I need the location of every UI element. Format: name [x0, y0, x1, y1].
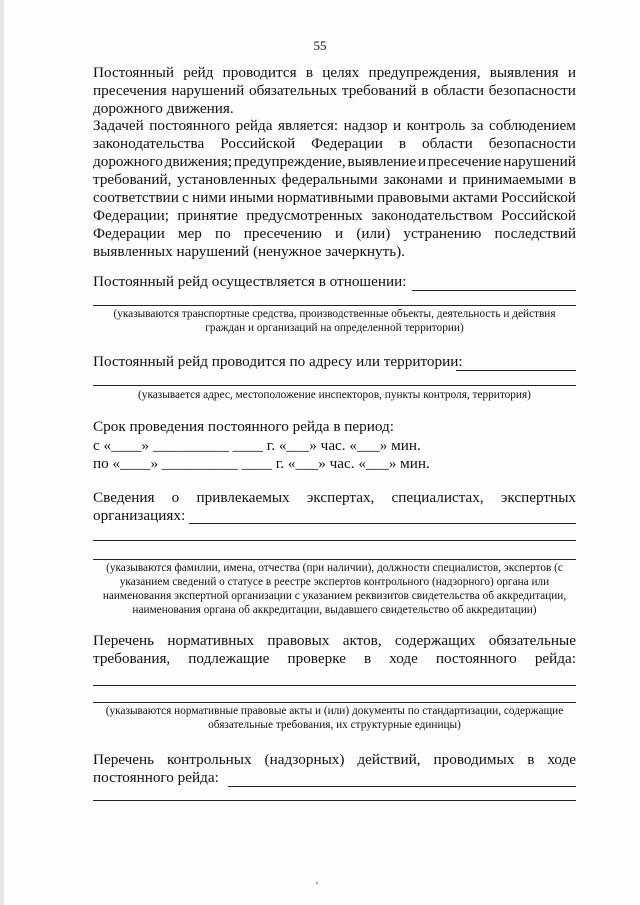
- word: соблюдением: [489, 117, 576, 134]
- relation-label: Постоянный рейд осуществляется в отношении:: [93, 273, 407, 290]
- experts-field-line-3[interactable]: [93, 559, 576, 560]
- word: проводимых: [433, 751, 515, 768]
- task-line-3: [93, 153, 576, 171]
- word: требования,: [93, 650, 171, 667]
- scan-dot: [316, 882, 318, 884]
- page-number: 55: [313, 38, 327, 53]
- word: и: [567, 64, 576, 81]
- word: нормативных: [167, 632, 255, 649]
- word: безопасности: [488, 82, 576, 99]
- word: проводится: [222, 64, 297, 81]
- word: Федерации: [93, 225, 165, 242]
- word: в: [527, 751, 535, 768]
- word: требований: [341, 82, 417, 99]
- relation-field-line-2[interactable]: [93, 305, 576, 306]
- word: Постоянный: [93, 64, 174, 81]
- word: и: [335, 225, 344, 242]
- word: экспертных: [500, 489, 576, 506]
- word: постоянного: [435, 650, 517, 667]
- address-field[interactable]: [456, 370, 576, 371]
- experts-line-1: [93, 489, 576, 507]
- intro-line-1: [93, 64, 576, 82]
- word: (или): [356, 225, 391, 242]
- word: принимаемыми: [462, 171, 564, 188]
- word: нарушений: [171, 82, 245, 99]
- word: пресечения: [93, 82, 167, 99]
- task-line-2: [93, 135, 576, 153]
- acts-line-2: [93, 650, 576, 668]
- period-from-row[interactable]: с «____» __________ ____ г. «___» час. «___» мин.: [93, 437, 421, 454]
- task-line-1: [93, 117, 576, 135]
- word: движения;: [164, 153, 233, 170]
- word: является:: [278, 117, 339, 134]
- word: в: [305, 64, 313, 81]
- actions-label: постоянного рейда:: [93, 769, 219, 786]
- word: соответствии: [93, 189, 179, 206]
- word: Федерации;: [93, 207, 169, 224]
- word: и: [417, 153, 427, 170]
- word: Перечень: [93, 751, 155, 768]
- word: нарушений: [503, 153, 576, 170]
- word: действий,: [357, 751, 421, 768]
- word: устранению: [403, 225, 482, 242]
- word: требований,: [93, 171, 172, 188]
- word: и: [448, 171, 457, 188]
- task-line-8: выявленных нарушений (ненужное зачеркнуть).: [93, 243, 405, 260]
- word: специалистах,: [391, 489, 484, 506]
- acts-line-1: [93, 632, 576, 650]
- word: области: [421, 135, 473, 152]
- word: Перечень: [93, 632, 155, 649]
- word: надзор: [343, 117, 388, 134]
- word: привлекаемых: [196, 489, 290, 506]
- word: выявление: [347, 153, 417, 170]
- word: обязательные: [488, 632, 576, 649]
- address-label: Постоянный рейд проводится по адресу или территории:: [93, 353, 463, 370]
- period-label: Срок проведения постоянного рейда в период:: [93, 418, 394, 435]
- word: целях: [322, 64, 360, 81]
- word: законодательства: [93, 135, 205, 152]
- relation-note-2: граждан и организаций на определенной территории): [205, 322, 464, 334]
- word: подлежащие: [188, 650, 270, 667]
- intro-line-2: [93, 82, 576, 100]
- word: федеральными: [281, 171, 378, 188]
- word: Сведения: [93, 489, 155, 506]
- word: в: [398, 135, 406, 152]
- scan-edge-shadow: [0, 0, 4, 905]
- word: ходе: [389, 650, 418, 667]
- acts-field-line-2[interactable]: [93, 702, 576, 703]
- acts-field-line-1[interactable]: [93, 685, 576, 686]
- word: безопасности: [488, 135, 576, 152]
- word: нормативными: [276, 189, 374, 206]
- word: пресечению: [243, 225, 322, 242]
- word: с: [182, 189, 189, 206]
- actions-field-line-2[interactable]: [93, 800, 576, 801]
- word: контроль: [406, 117, 466, 134]
- word: области: [433, 82, 484, 99]
- experts-label: организациях:: [93, 507, 186, 524]
- word: в: [421, 82, 429, 99]
- word: правовыми: [377, 189, 450, 206]
- experts-note-3: наименования экспертной организации с указанием реквизитов свидетельства об аккредитации,: [102, 590, 567, 602]
- actions-line-1: [93, 751, 576, 769]
- word: актов,: [342, 632, 382, 649]
- word: пресечение: [427, 153, 502, 170]
- word: контрольных: [167, 751, 252, 768]
- experts-field[interactable]: [189, 523, 576, 524]
- word: по: [214, 225, 231, 242]
- word: предусмотренных: [246, 207, 363, 224]
- word: законами: [383, 171, 443, 188]
- actions-field[interactable]: [228, 786, 576, 787]
- word: законодательством: [371, 207, 493, 224]
- experts-note-2: указанием сведений о статусе в реестре экспертов контрольного (надзорного) органа или: [119, 576, 550, 588]
- word: Российской: [220, 135, 296, 152]
- address-note: (указывается адрес, местоположение инспекторов, пункты контроля, территория): [138, 389, 531, 401]
- word: в: [364, 650, 372, 667]
- word: о: [171, 489, 180, 506]
- period-to-row[interactable]: по «____» __________ ____ г. «___» час. «___» мин.: [93, 455, 430, 472]
- word: предупреждения,: [368, 64, 481, 81]
- word: выявления: [489, 64, 559, 81]
- word: Российской: [501, 207, 576, 224]
- task-line-4: [93, 171, 576, 189]
- word: рейда: [235, 117, 273, 134]
- word: в: [568, 171, 576, 188]
- word: содержащих: [394, 632, 476, 649]
- word: актами: [452, 189, 498, 206]
- word: Задачей: [93, 117, 144, 134]
- experts-note-1: (указываются фамилии, имена, отчества (при наличии), должности специалистов, экспертов (с: [106, 562, 563, 574]
- word: мер: [177, 225, 202, 242]
- word: последствий: [494, 225, 576, 242]
- acts-note-2: обязательные требования, их структурные единицы): [208, 719, 461, 731]
- word: правовых: [267, 632, 330, 649]
- address-field-line-2[interactable]: [93, 385, 576, 386]
- task-line-7: [93, 225, 576, 243]
- word: Российской: [501, 189, 576, 206]
- word: иными: [229, 189, 274, 206]
- word: Федерации: [311, 135, 383, 152]
- word: экспертах,: [306, 489, 375, 506]
- intro-line-3: дорожного движения.: [93, 100, 234, 117]
- task-line-6: [93, 207, 576, 225]
- word: и: [392, 117, 402, 134]
- word: ними: [192, 189, 227, 206]
- acts-note-1: (указываются нормативные правовые акты и (или) документы по стандартизации, содержащие: [105, 705, 564, 717]
- word: предупреждение,: [233, 153, 346, 170]
- word: установленных: [177, 171, 277, 188]
- word: рейда:: [534, 650, 576, 667]
- word: принятие: [177, 207, 238, 224]
- word: (надзорных): [264, 751, 345, 768]
- word: обязательных: [249, 82, 338, 99]
- word: за: [470, 117, 484, 134]
- word: постоянного: [149, 117, 231, 134]
- experts-note-4: наименования органа об аккредитации, выдавшего свидетельство об аккредитации): [132, 604, 537, 616]
- word: проверке: [287, 650, 346, 667]
- task-line-5: [93, 189, 576, 207]
- word: ходе: [547, 751, 576, 768]
- word: рейд: [183, 64, 214, 81]
- experts-field-line-2[interactable]: [93, 540, 576, 541]
- word: дорожного: [93, 153, 163, 170]
- relation-note-1: (указываются транспортные средства, производственные объекты, деятельность и действия: [113, 308, 556, 320]
- relation-field[interactable]: [412, 290, 576, 291]
